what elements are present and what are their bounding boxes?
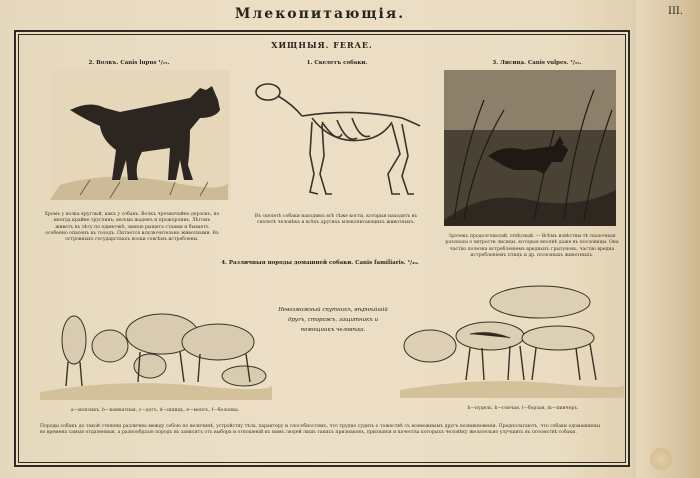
page-number: III. [668, 6, 684, 17]
dog-breeds-right-illustration [400, 280, 624, 398]
page-title: Млекопитающія. [234, 6, 406, 22]
footer-text: Породы собакъ до такой степени различны между собою по величинѣ, устройству тѣла, характеру и способностямъ, что трудно судить о тожествѣ съ возможнымъ другъ возникновеніи. Предполагаютъ, что собаки одомашнены во времена самыя отдаленныя, а разнообразіе породъ въ зависитъ отъ выбора и отношеній къ нимъ людей лишь такихъ признаковъ, признанія и качества которыхъ человѣку желательно улучшить въ потомствѣ собаки. [40, 424, 600, 436]
fox-description: Зрачекъ продолговатый, отвѣсный. — Всѣмъ извѣстны тѣ сказочныя разсказы о хитрости лисицы, которыя вполнѣ даже въ пословицы. Она частію полезна истребленіемъ вредныхъ грызуновъ, частію вредна истребленіемъ птицъ и др. полезныхъ животныхъ. [445, 234, 619, 258]
dog-note: Невозможный спутникъ, вѣрнѣйшій другъ, сторожъ, защитникъ и помощникъ человѣка. [278, 307, 388, 333]
left-breeds-legend: a—мопсикъ, b—комнатная, c—догъ, d—шпицъ, e—мопсъ, f—болонка. [70, 408, 240, 413]
right-breeds-legend: h—пудель, k—гончая, l—борзая, m—пинчеръ. [467, 406, 579, 411]
fox-caption: 3. Лисица. Canis vulpes. ¹/₁₅. [492, 60, 582, 66]
skeleton-caption: 1. Скелетъ собаки. [306, 60, 368, 66]
section-title: ХИЩНЫЯ. FERAE. [271, 40, 373, 50]
dog-breeds-left-illustration [40, 282, 272, 400]
breeds-caption: 4. Различныя породы домашней собаки. Canis familiaris. ¹/₄₀. [221, 260, 419, 266]
fox-illustration [444, 70, 616, 226]
page-edge [636, 0, 700, 478]
wolf-description: Хромъ у волка круглый, какъ у собакъ. Волкъ чрезвычайно дерзокъ, но иногда крайне трусливъ; весьма жаденъ и прожорливъ. Лѣтомъ живетъ въ лѣсу по одиночкѣ, зимою рыщетъ стаями и бываетъ особенно опасенъ въ голодъ. Питается исключительно животными. Въ островныхъ государствахъ волки совсѣмъ истреблены. [44, 212, 220, 243]
dog-skeleton-illustration [252, 74, 422, 204]
paper-stain [648, 448, 674, 470]
skeleton-description: Въ скелетѣ собаки находимъ всѣ тѣже кости, которыя находятъ въ скелетѣ человѣка и всѣхъ другихъ млекопитающихъ животныхъ. [254, 214, 418, 226]
wolf-illustration [50, 70, 230, 200]
wolf-caption: 2. Волкъ. Canis lupus ¹/₁₅. [88, 60, 170, 66]
